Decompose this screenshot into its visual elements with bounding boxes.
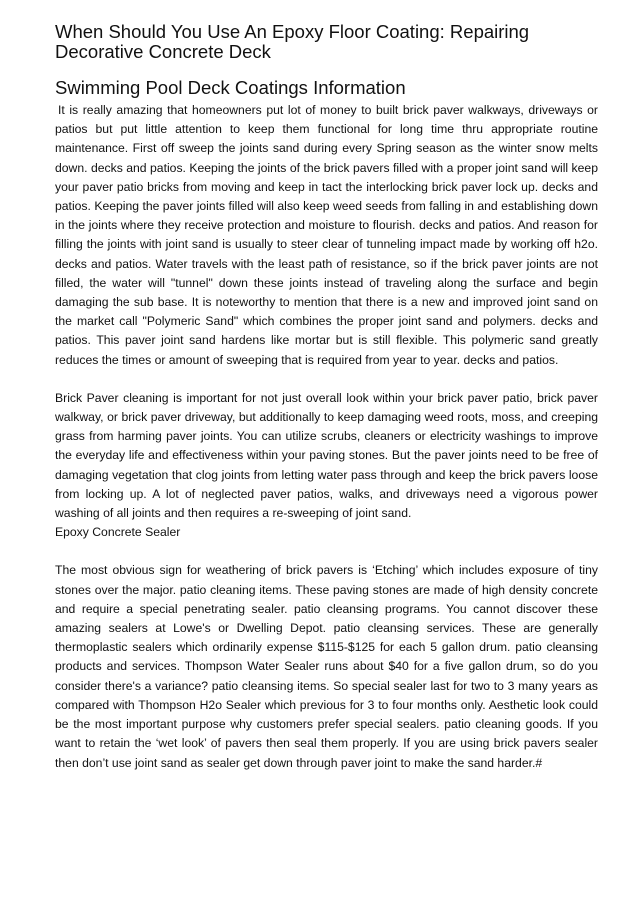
paragraph-2: Brick Paver cleaning is important for not just overall look within your brick paver patio, brick paver walkway, or brick paver driveway, but additionally to keep damaging weed roots, moss, and creeping grass from harming paver joints. You can utilize scrubs, cleaners or electricity washings to improve the everyday life and effectiveness within your paving stones. But the paver joints need to be free of damaging vegetation that clog joints from letting water pass through and keep the brick pavers loose from locking up. A lot of neglected paver patios, walks, and driveways need a vigorous power washing of all joints and then requires a re-sweeping of joint sand. <box>55 390 598 521</box>
paragraph-spacer <box>55 542 598 561</box>
paragraph-spacer <box>55 370 598 389</box>
paragraph-3: The most obvious sign for weathering of brick pavers is ‘Etching’ which includes exposure of tiny stones over the major. patio cleaning items. These paving stones are made of high density concrete and require a special penetrating sealer. patio cleansing programs. You cannot discover these amazing sealers at Lowe's or Dwelling Depot. patio cleansing services. These are generally thermoplastic sealers which ordinarily expense $115-$125 for each 5 gallon drum. patio cleansing products and services. Thompson Water Sealer runs about $40 for a five gallon drum, so do you consider there's a variance? patio cleansing items. So special sealer last for two to 3 many years as compared with Thompson H2o Sealer which previous for 3 to four months only. Aesthetic look could be the most important purpose why customers prefer special sealers. patio cleaning goods. If you want to retain the ‘wet look’ of pavers then seal them properly. If you are using brick pavers sealer then don’t use joint sand as sealer get down through paver joint to make the sand harder.# <box>55 563 598 770</box>
paragraph-1: It is really amazing that homeowners put lot of money to built brick paver walkways, driveways or patios but put little attention to keep them functional for long time thru appropriate routine maintenance. First off sweep the joints sand during every Spring season as the winter snow melts down. decks and patios. Keeping the joints of the brick pavers filled with a proper joint sand will keep your paver patio bricks from moving and keep in tact the interlocking brick paver lock up. decks and patios. Keeping the paver joints filled will also keep weed seeds from falling in and establishing down in the joints where they receive protection and moisture to flourish. decks and patios. And reason for filling the joints with joint sand is usually to steer clear of tunneling impact made by working off h2o. decks and patios. Water travels with the least path of resistance, so if the brick paver joints are not filled, the water will "tunnel" down these joints instead of traveling along the surface and begin damaging the sub base. It is noteworthy to mention that there is a new and improved joint sand on the market call "Polymeric Sand" which combines the proper joint sand and polymers. decks and patios. This paver joint sand hardens like mortar but is still flexible. This polymeric sand greatly reduces the times or amount of sweeping that is required from year to year. decks and patios. <box>55 103 598 367</box>
section-heading: Swimming Pool Deck Coatings Information <box>55 77 406 98</box>
subheading-epoxy-concrete-sealer: Epoxy Concrete Sealer <box>55 525 181 540</box>
document-title: When Should You Use An Epoxy Floor Coating: Repairing Decorative Concrete Deck <box>55 21 530 62</box>
